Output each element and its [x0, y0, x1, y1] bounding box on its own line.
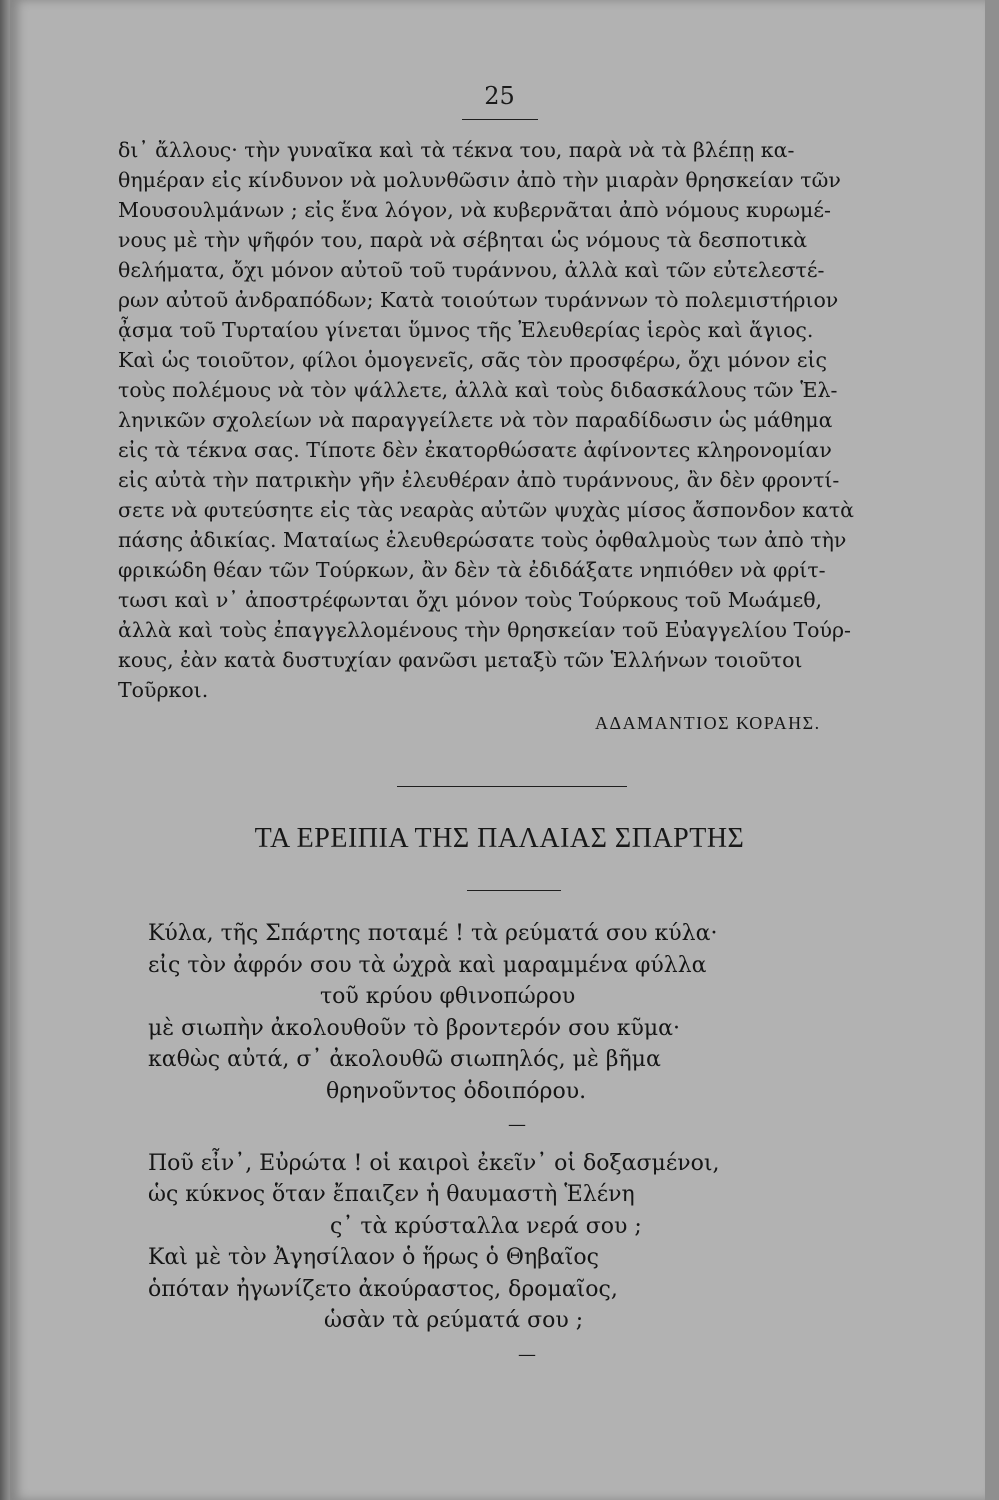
- prose-line: εἰς τὰ τέκνα σας. Τίποτε δὲν ἐκατορθώσατε ἀφίνοντες κληρονομίαν: [118, 438, 832, 462]
- prose-line: σετε νὰ φυτεύσητε εἰς τὰς νεαρὰς αὐτῶν ψυχὰς μίσος ἄσπονδον κατὰ: [118, 498, 855, 522]
- prose-line: δι᾿ ἄλλους· τὴν γυναῖκα καὶ τὰ τέκνα του, παρὰ νὰ τὰ βλέπῃ κα-: [118, 138, 795, 162]
- author-signature: ΑΔΑΜΑΝΤΙΟΣ ΚΟΡΑΗΣ.: [595, 713, 821, 733]
- prose-line: εἰς αὐτὰ τὴν πατρικὴν γῆν ἐλευθέραν ἀπὸ τυράννους, ἂν δὲν φροντί-: [118, 468, 840, 492]
- poem-line: ὡς κύκνος ὅταν ἔπαιζεν ἡ θαυμαστὴ Ἑλένη: [148, 1182, 635, 1207]
- section-title: ΤΑ ΕΡΕΙΠΙΑ ΤΗΣ ΠΑΛΑΙΑΣ ΣΠΑΡΤΗΣ: [254, 823, 745, 854]
- poem-line: Κύλα, τῆς Σπάρτης ποταμέ ! τὰ ρεύματά σου κύλα·: [148, 921, 718, 946]
- prose-line: Καὶ ὡς τοιοῦτον, φίλοι ὁμογενεῖς, σᾶς τὸν προσφέρω, ὄχι μόνον εἰς: [118, 348, 827, 372]
- prose-line: νους μὲ τὴν ψῆφόν του, παρὰ νὰ σέβηται ὡς νόμους τὰ δεσποτικὰ: [118, 228, 808, 252]
- prose-line: ᾆσμα τοῦ Τυρταίου γίνεται ὕμνος τῆς Ἐλευθερίας ἱερὸς καὶ ἅγιος.: [118, 318, 814, 342]
- poem-line: Καὶ μὲ τὸν Ἀγησίλαον ὁ ἥρως ὁ Θηβαῖος: [148, 1245, 599, 1270]
- poem-line: ὡσὰν τὰ ρεύματά σου ;: [324, 1308, 584, 1333]
- prose-line: πάσης ἀδικίας. Ματαίως ἐλευθερώσατε τοὺς ὀφθαλμοὺς των ἀπὸ τὴν: [118, 528, 847, 552]
- poem-line: μὲ σιωπὴν ἀκολουθοῦν τὸ βροντερόν σου κῦμα·: [148, 1015, 681, 1041]
- prose-line: κους, ἐὰν κατὰ δυστυχίαν φανῶσι μεταξὺ τῶν Ἑλλήνων τοιοῦτοι: [118, 648, 803, 672]
- prose-line: τωσι καὶ ν᾿ ἀποστρέφωνται ὄχι μόνον τοὺς Τούρκους τοῦ Μωάμεθ,: [118, 588, 823, 612]
- title-underline: [467, 890, 561, 891]
- poem-line: Ποῦ εἶν᾿, Εὐρώτα ! οἱ καιροὶ ἐκεῖν᾿ οἱ δοξασμένοι,: [148, 1150, 720, 1176]
- prose-line: τοὺς πολέμους νὰ τὸν ψάλλετε, ἀλλὰ καὶ τοὺς διδασκάλους τῶν Ἑλ-: [118, 378, 838, 402]
- prose-line: θημέραν εἰς κίνδυνον νὰ μολυνθῶσιν ἀπὸ τὴν μιαρὰν θρησκείαν τῶν: [118, 168, 841, 192]
- prose-line: ἀλλὰ καὶ τοὺς ἐπαγγελλομένους τὴν θρησκείαν τοῦ Εὐαγγελίου Τούρ-: [118, 618, 851, 642]
- poem-line: θρηνοῦντος ὁδοιπόρου.: [326, 1078, 587, 1104]
- prose-line: ρων αὐτοῦ ἀνδραπόδων; Κατὰ τοιούτων τυράννων τὸ πολεμιστήριον: [118, 288, 839, 312]
- poem-line: ὁπόταν ἠγωνίζετο ἀκούραστος, δρομαῖος,: [148, 1276, 618, 1302]
- section-divider: [397, 786, 627, 787]
- poem-line: καθὼς αὐτά, σ᾿ ἀκολουθῶ σιωπηλός, μὲ βῆμα: [148, 1047, 661, 1072]
- prose-line: φρικώδη θέαν τῶν Τούρκων, ἂν δὲν τὰ ἐδιδάξατε νηπιόθεν νὰ φρίτ-: [118, 558, 826, 582]
- stanza-separator: —: [518, 1343, 536, 1365]
- prose-line: Μουσουλμάνων ; εἰς ἕνα λόγον, νὰ κυβερνᾶται ἀπὸ νόμους κυρωμέ-: [118, 198, 831, 222]
- page-number: 25: [484, 82, 515, 110]
- header-rule: [462, 119, 538, 120]
- poem-line: ς᾿ τὰ κρύσταλλα νερά σου ;: [330, 1213, 642, 1239]
- poem-line: εἰς τὸν ἀφρόν σου τὰ ὠχρὰ καὶ μαραμμένα φύλλα: [148, 952, 707, 978]
- prose-line: θελήματα, ὄχι μόνον αὐτοῦ τοῦ τυράννου, ἀλλὰ καὶ τῶν εὐτελεστέ-: [118, 258, 825, 282]
- prose-line: ληνικῶν σχολείων νὰ παραγγείλετε νὰ τὸν παραδίδωσιν ὡς μάθημα: [118, 408, 833, 432]
- stanza-separator: —: [508, 1114, 526, 1135]
- prose-paragraph: [118, 135, 870, 705]
- poem-line: τοῦ κρύου φθινοπώρου: [320, 984, 576, 1009]
- prose-line: Τοῦρκοι.: [118, 678, 209, 702]
